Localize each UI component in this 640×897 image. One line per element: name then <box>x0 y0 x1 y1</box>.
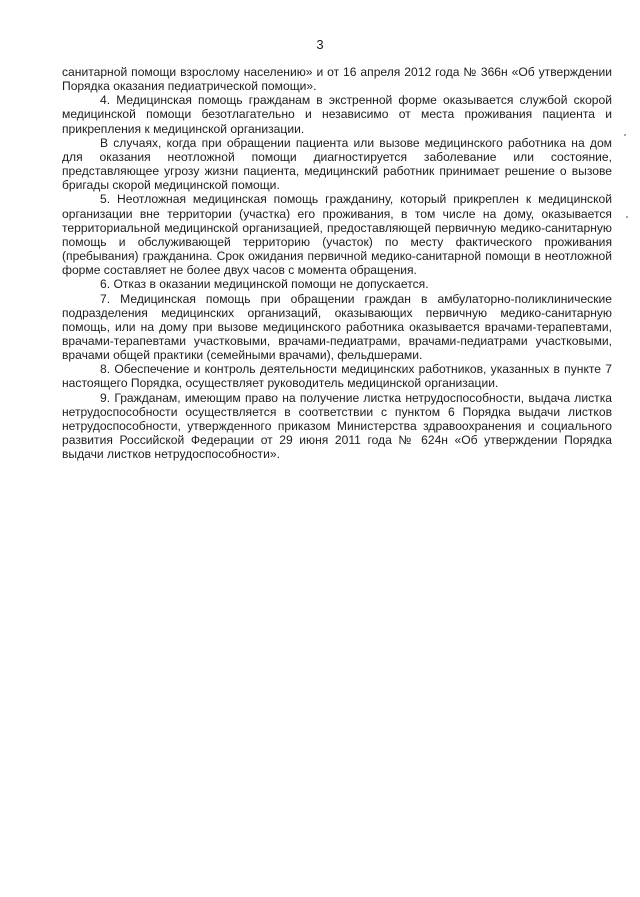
paragraph-continuation: санитарной помощи взрослому населению» и от 16 апреля 2012 года № 366н «Об утверждении Порядка оказания педиатрической помощи». <box>62 65 612 94</box>
paragraph-item-5: 5. Неотложная медицинская помощь гражданину, который прикреплен к медицинской организации вне территории (участка) его проживания, в том числе на дому, оказывается территориальной медицинской организацией, предоставляющей первичную медико-санитарную помощь и обслуживающей территорию (участок) по месту фактического проживания (пребывания) гражданина. Срок ожидания первичной медико-санитарной помощи в неотложной форме составляет не более двух часов с момента обращения. <box>62 192 612 278</box>
scan-speck <box>626 216 628 218</box>
paragraph-item-8: 8. Обеспечение и контроль деятельности медицинских работников, указанных в пункте 7 настоящего Порядка, осуществляет руководитель медицинской организации. <box>62 362 612 391</box>
scan-speck <box>624 134 626 136</box>
paragraph-item-4-continued: В случаях, когда при обращении пациента или вызове медицинского работника на дом для оказания неотложной помощи диагностируется заболевание или состояние, представляющее угрозу жизни пациента, медицинский работник принимает решение о вызове бригады скорой медицинской помощи. <box>62 135 612 193</box>
document-body <box>62 65 612 461</box>
paragraph-item-9: 9. Гражданам, имеющим право на получение листка нетрудоспособности, выдача листка нетрудоспособности осуществляется в соответствии с пунктом 6 Порядка выдачи листков нетрудоспособности, утвержденного приказом Министерства здравоохранения и социального развития Российской Федерации от 29 июня 2011 года № 624н «Об утверждении Порядка выдачи листков нетрудоспособности». <box>62 390 612 462</box>
paragraph-item-4: 4. Медицинская помощь гражданам в экстренной форме оказывается службой скорой медицинской помощи безотлагательно и независимо от места проживания пациента и прикрепления к медицинской организации. <box>62 93 612 136</box>
paragraph-item-6: 6. Отказ в оказании медицинской помощи не допускается. <box>100 277 429 292</box>
paragraph-item-7: 7. Медицинская помощь при обращении граждан в амбулаторно-поликлинические подразделения медицинских организаций, оказывающих первичную медико-санитарную помощь, или на дому при вызове медицинского работника оказывается врачами-терапевтами, врачами-терапевтами участковыми, врачами-педиатрами, врачами-педиатрами участковыми, врачами общей практики (семейными врачами), фельдшерами. <box>62 291 612 363</box>
page-number: 3 <box>316 37 324 52</box>
